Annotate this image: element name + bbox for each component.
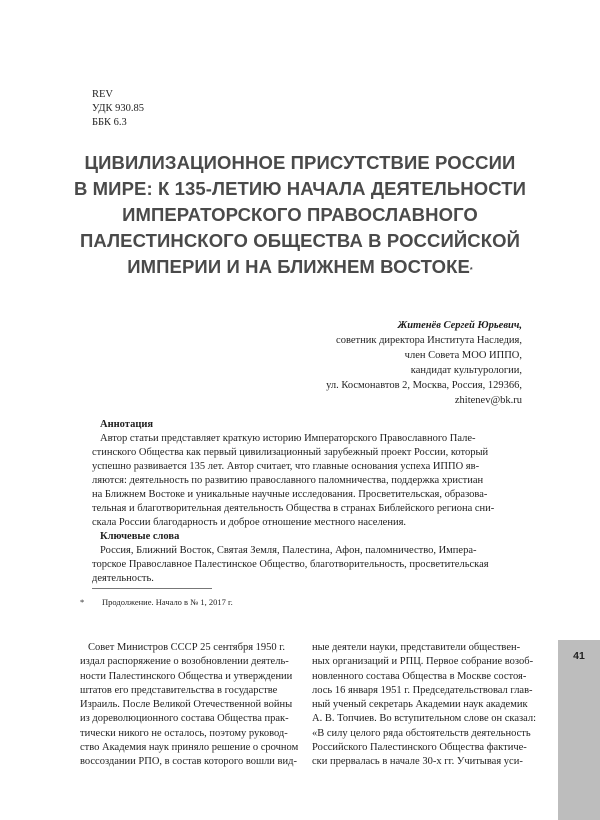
body-line: ные деятели науки, представители обществен- bbox=[312, 642, 521, 653]
footnote-divider bbox=[92, 588, 212, 589]
body-line: Российского Палестинского Общества фактиче- bbox=[312, 742, 527, 754]
title-footnote-mark: * bbox=[469, 267, 473, 274]
title-line-text: ИМПЕРИИ И НА БЛИЖНЕМ ВОСТОКЕ bbox=[127, 256, 470, 277]
author-address: ул. Космонавтов 2, Москва, Россия, 129366, bbox=[326, 380, 522, 391]
title-line: ПАЛЕСТИНСКОГО ОБЩЕСТВА В РОССИЙСКОЙ bbox=[79, 230, 521, 251]
page-number: 41 bbox=[573, 650, 585, 662]
body-line: ски прервалась в начале 30-х гг. Учитывая уси- bbox=[312, 756, 523, 768]
keywords-heading: Ключевые слова bbox=[100, 531, 180, 542]
body-line: «В силу целого ряда обстоятельств деятельность bbox=[312, 727, 531, 739]
abstract-line: скала России благодарность и доброе отношение местного населения. bbox=[92, 517, 407, 528]
keywords-line: торское Православное Палестинское Общество, благотворительность, просветительская bbox=[92, 559, 489, 570]
body-line: ный ученый секретарь Академии наук академик bbox=[312, 699, 528, 711]
keywords-line: деятельность. bbox=[92, 573, 154, 584]
body-line: новленного состава Общества в Москве состоя- bbox=[312, 670, 527, 682]
body-line: Совет Министров СССР 25 сентября 1950 г. bbox=[88, 642, 286, 653]
abstract-line: стинского Общества как первый цивилизационный зарубежный проект России, который bbox=[92, 447, 489, 458]
abstract-line: успешно развивается 135 лет. Автор считает, что главные основания успеха ИППО яв- bbox=[92, 461, 480, 472]
body-line: издал распоряжение о возобновлении деятель- bbox=[80, 656, 289, 668]
body-line: Израиль. После Великой Отечественной войны bbox=[80, 699, 293, 711]
author-position: советник директора Института Наследия, bbox=[336, 335, 522, 346]
title-line: В МИРЕ: К 135-ЛЕТИЮ НАЧАЛА ДЕЯТЕЛЬНОСТИ bbox=[73, 178, 527, 199]
body-column-right bbox=[312, 641, 536, 770]
abstract-line: тельная и благотворительная деятельность Общества в странах Библейского региона сни- bbox=[92, 503, 495, 514]
author-membership: член Совета МОО ИППО, bbox=[404, 350, 522, 361]
keywords-line: Россия, Ближний Восток, Святая Земля, Палестина, Афон, паломничество, Импера- bbox=[100, 545, 477, 556]
body-line: ство Академия наук приняло решение о срочном bbox=[80, 742, 299, 754]
body-line: ных организаций и РПЦ. Первое собрание возоб- bbox=[312, 656, 534, 668]
abstract-section bbox=[92, 418, 524, 586]
title-line bbox=[40, 254, 560, 280]
footnote-text: Продолжение. Начало в № 1, 2017 г. bbox=[102, 597, 233, 607]
body-line: штатов его представительства в государстве bbox=[80, 684, 278, 696]
author-degree: кандидат культурологии, bbox=[410, 365, 522, 376]
body-line: из дореволюционного состава Общества прак- bbox=[80, 713, 289, 725]
article-metadata bbox=[92, 88, 144, 130]
footnote-mark: * bbox=[80, 597, 85, 607]
title-line: ЦИВИЛИЗАЦИОННОЕ ПРИСУТСТВИЕ РОССИИ bbox=[84, 152, 516, 173]
body-line: воссоздании РПО, в состав которого вошли вид- bbox=[80, 756, 297, 768]
article-title bbox=[40, 150, 560, 280]
body-line: ности Палестинского Общества и утверждении bbox=[80, 670, 293, 682]
page-edge-tab bbox=[558, 640, 600, 820]
body-column-left bbox=[80, 641, 302, 770]
footnote bbox=[80, 597, 233, 608]
udk-code: УДК 930.85 bbox=[92, 103, 145, 114]
body-line: А. В. Топчиев. Во вступительном слове он сказал: bbox=[312, 713, 537, 725]
rev-label: REV bbox=[92, 89, 113, 100]
author-email: zhitenev@bk.ru bbox=[454, 395, 522, 406]
abstract-line: на Ближнем Востоке и уникальные научные исследования. Просветительская, образова- bbox=[92, 489, 488, 500]
abstract-line: Автор статьи представляет краткую историю Императорского Православного Пале- bbox=[100, 433, 476, 444]
abstract-line: ляются: деятельность по развитию православного паломничества, поддержка христиан bbox=[92, 475, 484, 486]
body-line: тически никого не осталось, поэтому руковод- bbox=[80, 727, 288, 739]
author-block bbox=[326, 318, 522, 408]
abstract-heading: Аннотация bbox=[100, 419, 154, 430]
author-name: Житенёв Сергей Юрьевич, bbox=[397, 320, 522, 331]
bbk-code: ББК 6.3 bbox=[92, 117, 127, 128]
body-line: лось 16 января 1951 г. Председательствовал глав- bbox=[312, 684, 533, 696]
title-line: ИМПЕРАТОРСКОГО ПРАВОСЛАВНОГО bbox=[122, 204, 478, 225]
